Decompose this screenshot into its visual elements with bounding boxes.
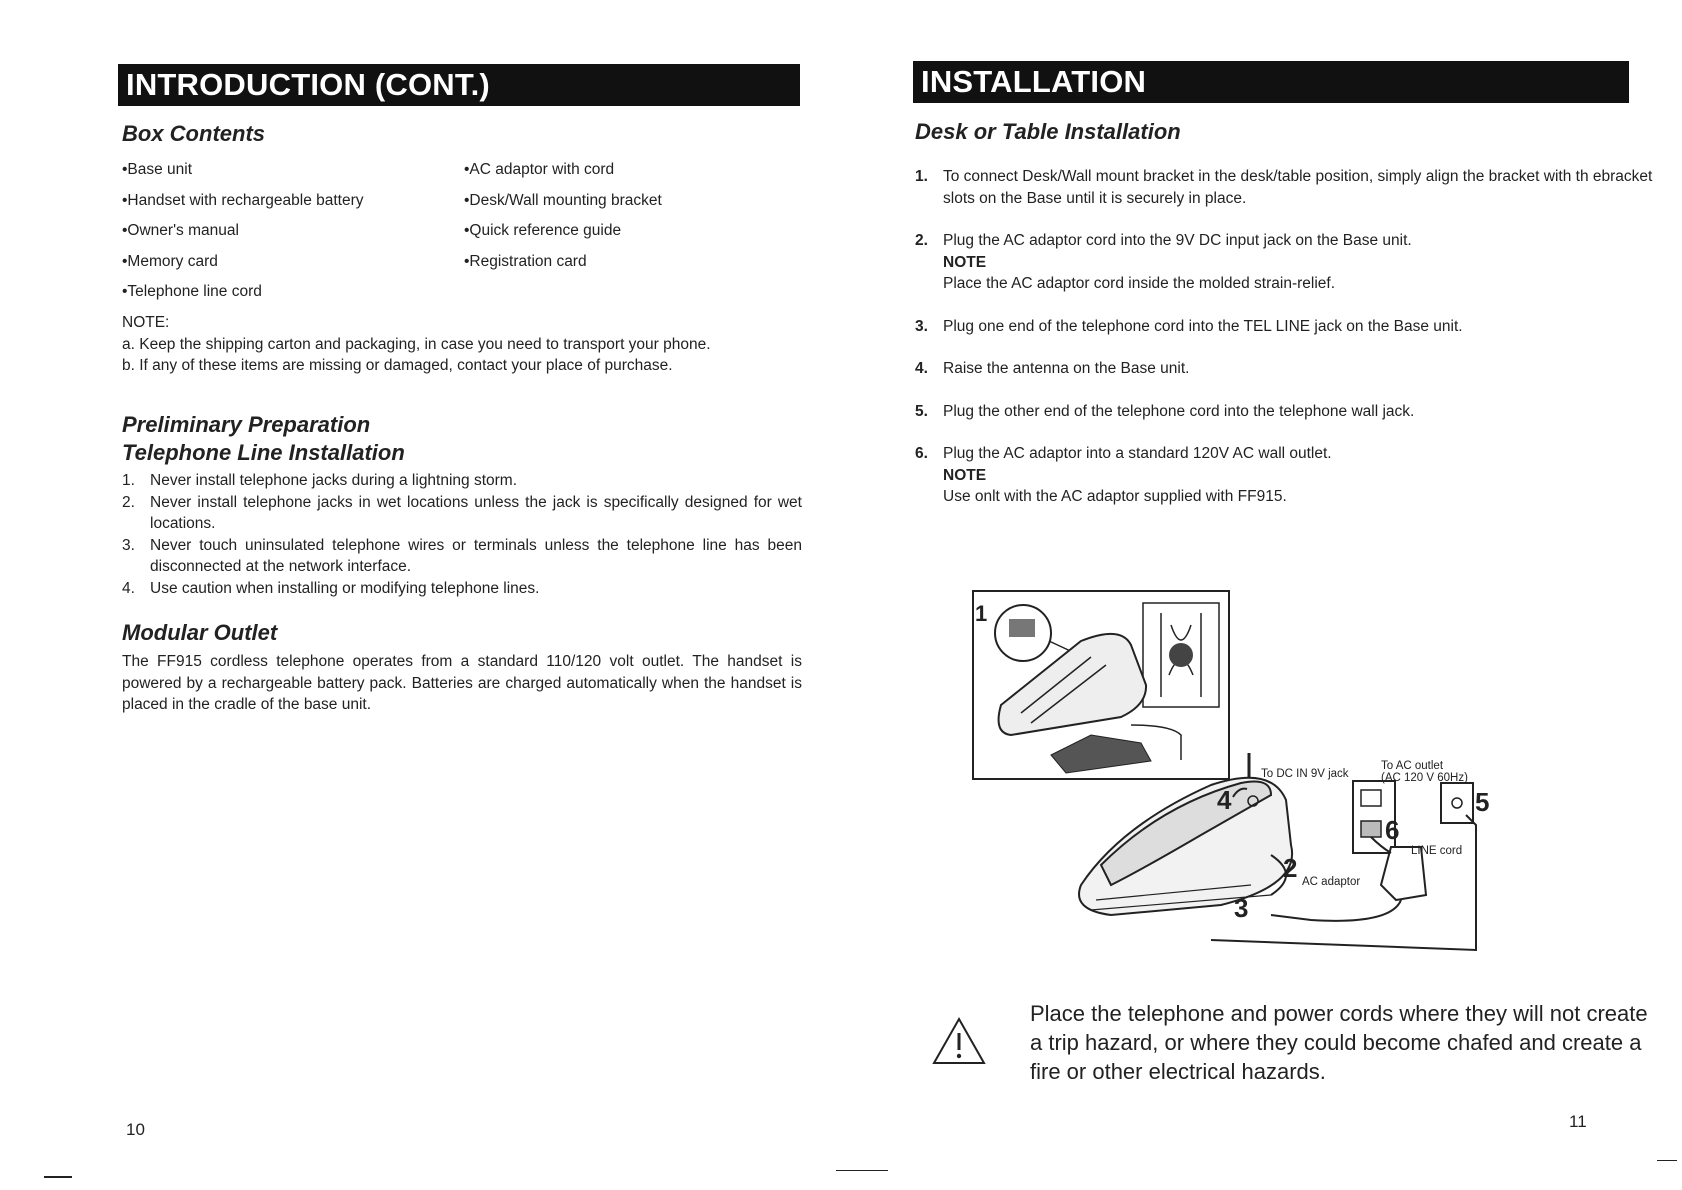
step-text: Plug the other end of the telephone cord into the telephone wall jack.	[943, 402, 1415, 420]
right-page	[841, 0, 1682, 1190]
list-item	[122, 578, 802, 600]
step-text: Plug the AC adaptor into a standard 120V AC wall outlet.	[943, 445, 1332, 462]
callout-2: 2	[1283, 853, 1298, 883]
ac-spec-label: (AC 120 V 60Hz)	[1381, 772, 1468, 784]
list-item	[122, 470, 802, 492]
section-banner-installation: INSTALLATION	[913, 61, 1629, 103]
step-text: Plug one end of the telephone cord into the TEL LINE jack on the Base unit.	[943, 317, 1463, 335]
installation-step	[915, 316, 1665, 338]
note-a: a. Keep the shipping carton and packaging, in case you need to transport your phone.	[122, 335, 711, 353]
item-number: 3.	[122, 536, 135, 554]
modular-outlet-text: The FF915 cordless telephone operates from a standard 110/120 volt outlet. The handset is powered by a rechargeable battery pack. Batteries are charged automatically when the handset is placed in the cradle of the base unit.	[122, 653, 802, 713]
item-number: 4.	[122, 579, 135, 597]
base-unit-icon	[999, 634, 1146, 735]
list-item	[122, 492, 802, 535]
step-text: To connect Desk/Wall mount bracket in the desk/table position, simply align the bracket with th ebracket slots on the Base until it is securely in place.	[943, 168, 1653, 207]
installation-step	[915, 230, 1665, 295]
list-item: •Quick reference guide	[464, 222, 622, 239]
box-contents-list-col1	[122, 161, 364, 314]
preliminary-preparation-heading: Preliminary Preparation	[122, 412, 371, 437]
box-contents-note	[122, 312, 802, 377]
ac-adaptor-label: AC adaptor	[1302, 876, 1361, 888]
list-item: •Memory card	[122, 252, 218, 270]
note-b: b. If any of these items are missing or damaged, contact your place of purchase.	[122, 357, 673, 374]
item-text: Use caution when installing or modifying telephone lines.	[150, 579, 540, 597]
crop-mark	[44, 1176, 72, 1178]
item-number: 2.	[122, 493, 135, 511]
bracket-icon	[1051, 735, 1151, 773]
bracket-hook-icon	[1169, 643, 1193, 667]
callout-5: 5	[1475, 787, 1490, 817]
callout-6: 6	[1385, 815, 1400, 845]
item-number: 1.	[122, 472, 135, 489]
list-item: •Telephone line cord	[122, 283, 262, 300]
step-number: 6.	[915, 445, 928, 462]
step-note-label: NOTE	[943, 466, 987, 484]
warning-text: Place the telephone and power cords where they will not create a trip hazard, or where they could become chafed and create a fire or other electrical hazards.	[1030, 1001, 1648, 1084]
step-note-text: Use onlt with the AC adaptor supplied with FF915.	[943, 488, 1287, 505]
step-note-label: NOTE	[943, 253, 987, 271]
desk-table-installation-heading: Desk or Table Installation	[915, 119, 1181, 144]
modular-outlet-heading: Modular Outlet	[122, 620, 278, 645]
warning-icon	[931, 1016, 987, 1066]
list-item	[122, 535, 802, 578]
installation-step	[915, 401, 1665, 423]
telephone-line-installation-heading: Telephone Line Installation	[122, 440, 405, 465]
to-dc-jack-label: To DC IN 9V jack	[1261, 768, 1349, 780]
installation-diagram	[971, 585, 1491, 960]
item-text: Never touch uninsulated telephone wires or terminals unless the telephone line has been disconnected at the network interface.	[150, 536, 802, 575]
list-item: •Desk/Wall mounting bracket	[464, 191, 662, 209]
page-number-right: 11	[1569, 1112, 1587, 1131]
step-number: 2.	[915, 232, 928, 249]
step-text: Plug the AC adaptor cord into the 9V DC input jack on the Base unit.	[943, 232, 1412, 249]
step-note-text: Place the AC adaptor cord inside the molded strain-relief.	[943, 275, 1336, 292]
item-text: Never install telephone jacks during a lightning storm.	[150, 472, 518, 489]
box-contents-list-col2	[464, 161, 662, 283]
to-ac-outlet-label: To AC outlet	[1381, 760, 1444, 772]
note-label: NOTE:	[122, 314, 170, 331]
installation-steps-list	[915, 166, 1665, 508]
installation-step	[915, 443, 1665, 508]
step-number: 1.	[915, 168, 928, 185]
item-text: Never install telephone jacks in wet locations unless the jack is specifically designed for wet locations.	[150, 493, 802, 532]
list-item: •Registration card	[464, 252, 587, 270]
callout-3: 3	[1234, 893, 1249, 923]
callout-1: 1	[975, 601, 988, 626]
line-cord-label: LINE cord	[1411, 845, 1463, 857]
outlet-socket-icon	[1361, 821, 1381, 837]
step-number: 4.	[915, 360, 928, 377]
list-item: •Owner's manual	[122, 222, 239, 239]
section-banner-introduction: INTRODUCTION (CONT.)	[118, 64, 800, 106]
step-number: 5.	[915, 402, 928, 420]
list-item: •Base unit	[122, 161, 193, 178]
list-item: •Handset with rechargeable battery	[122, 191, 364, 209]
crop-mark	[1657, 1160, 1677, 1161]
callout-4: 4	[1217, 785, 1232, 815]
installation-step	[915, 166, 1665, 209]
step-text: Raise the antenna on the Base unit.	[943, 360, 1190, 377]
safety-instructions-list	[122, 470, 802, 599]
bracket-closeup-icon	[1009, 619, 1035, 637]
box-contents-heading: Box Contents	[122, 121, 265, 146]
installation-step	[915, 358, 1665, 380]
list-item: •AC adaptor with cord	[464, 161, 615, 178]
step-number: 3.	[915, 317, 928, 335]
page-number-left: 10	[126, 1120, 145, 1139]
dc-cord	[1271, 900, 1401, 921]
